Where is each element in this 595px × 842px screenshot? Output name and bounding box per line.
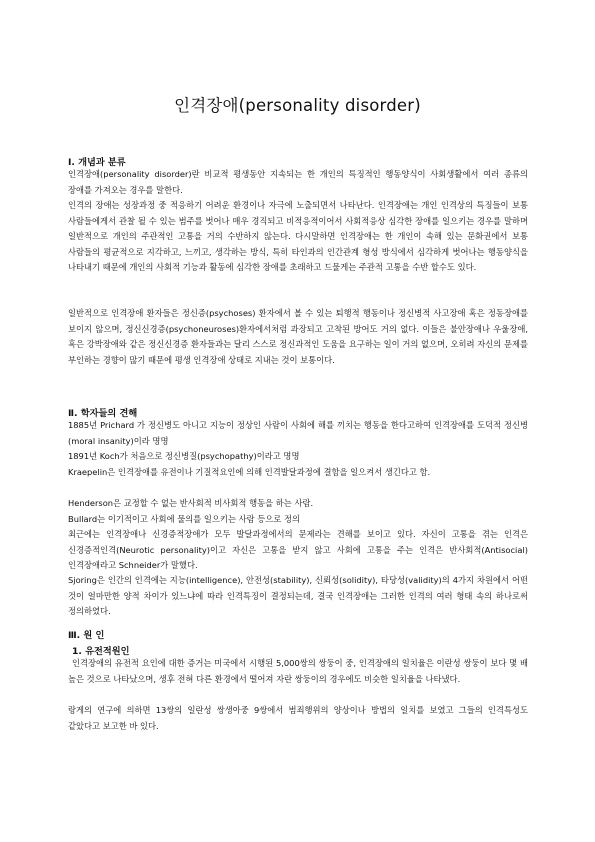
section-heading-concept: Ⅰ. 개념과 분류 xyxy=(68,157,126,168)
paragraph: 인격장애(personality disorder)란 비교적 평생동안 지속되는 한 개인의 특징적인 행동양식이 사회생활에서 여러 종류의 장애를 가져오는 경우를 말한다. xyxy=(68,169,528,195)
paragraph: 1891년 Koch가 처음으로 정신병질(psychopathy)이라고 명명 xyxy=(68,451,300,461)
section-heading-causes: Ⅲ. 원 인 xyxy=(68,630,105,641)
paragraph: 1885년 Prichard 가 정신병도 아니고 지능이 정상인 사람이 사회에 해를 끼치는 행동을 한다고하여 인격장애를 도덕적 정신병(moral insanity)이라 명명 xyxy=(68,420,528,446)
document-title: 인격장애(personality disorder) xyxy=(174,96,421,115)
paragraph: Henderson은 교정할 수 없는 반사회적 비사회적 행동을 하는 사람. xyxy=(68,498,314,508)
paragraph: Sjoring은 인간의 인격에는 지능(intelligence), 안전성(stability), 신뢰성(solidity), 타당성(validity)의 4가지 차원에서 어떤 것이 얼마만한 양적 차이가 있느냐에 따라 인격특징이 결정되는데, 결국 인격장애는 그러한 인격의 여러 형태 속의 하나로써 정의하였다. xyxy=(68,575,528,617)
paragraph: Kraepelin은 인격장애를 유전이나 기질적요인에 의해 인격발달과정에 결함을 일으켜서 생긴다고 함. xyxy=(68,467,431,477)
paragraph: 인격장애의 유전적 요인에 대한 증거는 미국에서 시행된 5,000쌍의 쌍둥이 중, 인격장애의 일치율은 이란성 쌍둥이 보다 몇 배 높은 것으로 나타났으며, 생후 전혀 다른 환경에서 떨어져 자란 쌍둥이의 경우에도 비슷한 일치율을 나타냈다. xyxy=(68,658,528,684)
paragraph: 랑게의 연구에 의하면 13쌍의 일란성 쌍생아중 9쌍에서 범죄행위의 양상이나 방법의 일치를 보였고 그들의 인격특성도 같았다고 보고한 바 있다. xyxy=(68,705,528,731)
paragraph: 최근에는 인격장애나 신경증적장애가 모두 발달과정에서의 문제라는 견해를 보이고 있다. 자신이 고통을 겪는 인격은 신경증적인격(Neurotic personality)이고 자신은 고통을 받지 않고 사회에 고통을 주는 인격은 반사회적(Antisocial) 인격장애라고 Schneider가 말했다. xyxy=(68,529,528,571)
paragraph: 일반적으로 인격장애 환자들은 정신증(psychoses) 환자에서 볼 수 있는 퇴행적 행동이나 정신병적 사고장애 혹은 정동장애를 보이지 않으며, 정신신경증(psychoneuroses)환자에서처럼 과장되고 고착된 방어도 거의 없다. 이들은 불안장애나 우울장애, 혹은 강박장애와 같은 정신신경증 환자들과는 달리 스스로 정신과적인 도움을 요구하는 일이 거의 없으며, 오히려 자신의 문제를 부인하는 경향이 많기 때문에 평생 인격장애 상태로 지내는 것이 보통이다. xyxy=(68,308,528,365)
paragraph: Bullard는 이기적이고 사회에 물의를 일으키는 사람 등으로 정의 xyxy=(68,514,300,524)
paragraph: 인격의 장애는 성장과정 중 적응하기 어려운 환경이나 자극에 노출되면서 나타난다. 인격장애는 개인 인격상의 특징들이 보통 사람들에게서 관찰 될 수 있는 범주를 벗어나 매우 경직되고 비적응적이어서 사회적응상 심각한 장애를 일으키는 경우를 말하며 일반적으로 개인의 주관적인 고통을 거의 수반하지 않는다. 다시말하면 인격장애는 한 개인이 속해 있는 문화권에서 보통 사람들의 평균적으로 지각하고, 느끼고, 생각하는 방식, 특히 타인과의 인간관계 형성 방식에서 심각하게 벗어나는 행동양식을 나타내기 때문에 개인의 사회적 기능과 활동에 심각한 장애를 초래하고 드물게는 주관적 고통을 수반 할수도 있다. xyxy=(68,200,528,273)
section-heading-scholars: Ⅱ. 학자들의 견해 xyxy=(68,408,138,419)
subsection-heading-genetic: 1. 유전적원인 xyxy=(72,646,130,657)
